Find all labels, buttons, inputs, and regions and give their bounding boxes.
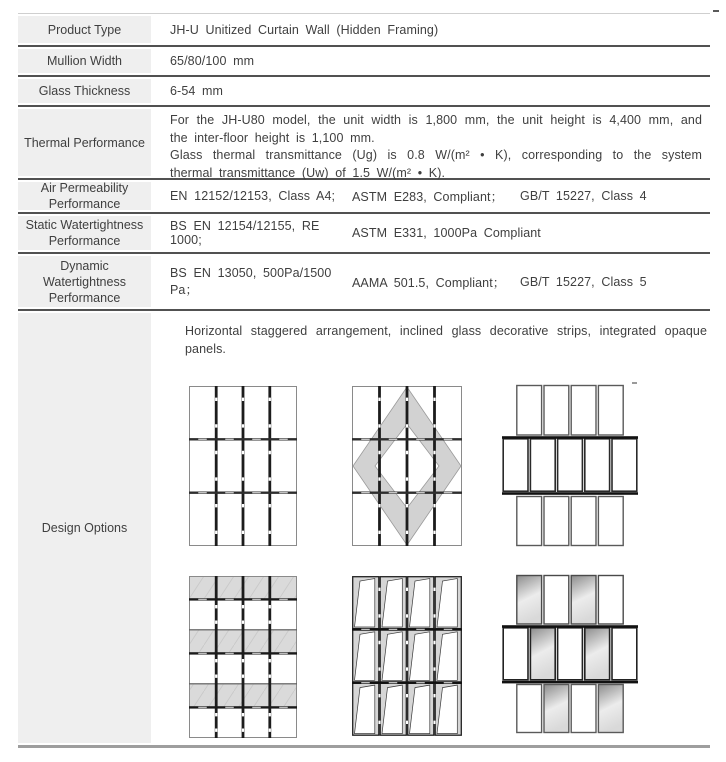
staggered-shaded-panel-pattern-diagram	[502, 574, 638, 734]
design-options-description: Horizontal staggered arrangement, inclined glass decorative strips, integrated opaque panels.	[185, 324, 707, 356]
row-value	[151, 180, 710, 212]
row-product-type	[18, 14, 710, 47]
uniform-grid-pattern-diagram	[189, 386, 297, 546]
standard-result: BS EN 12154/12155, RE 1000;	[170, 219, 320, 247]
inclined-glass-strip-pattern-diagram	[352, 576, 462, 736]
standard-result: ASTM E283, Compliant；	[352, 190, 504, 204]
standard-result: GB/T 15227, Class 4	[520, 189, 647, 203]
standard-result: GB/T 15227, Class 5	[520, 274, 647, 289]
thermal-paragraph: Glass thermal transmittance (Ug) is 0.8 W/(m² • K), corresponding to the system thermal transmittance (Uw) of 1.5 W/(m² • K).	[170, 148, 702, 180]
row-label: Glass Thickness	[18, 79, 151, 103]
row-label: Mullion Width	[18, 49, 151, 73]
opaque-spandrel-band-pattern-diagram	[189, 576, 297, 738]
row-label: Air Permeability Performance	[18, 182, 151, 210]
row-static-watertightness	[18, 214, 710, 254]
row-glass-thickness	[18, 77, 710, 107]
row-value: 6-54 mm	[170, 84, 224, 98]
row-value	[151, 311, 715, 745]
thermal-paragraph: For the JH-U80 model, the unit width is 1,800 mm, the unit height is 4,400 mm, and the inter-floor height is 1,100 mm.	[170, 113, 702, 145]
standard-result: ASTM E331, 1000Pa Compliant	[352, 226, 541, 240]
row-dynamic-watertightness	[18, 254, 710, 311]
standard-result: BS EN 13050, 500Pa/1500 Pa；	[170, 265, 332, 297]
row-air-permeability	[18, 180, 710, 214]
row-mullion-width	[18, 47, 710, 77]
standard-result: AAMA 501.5, Compliant；	[352, 275, 506, 290]
row-label: Dynamic Watertightness Performance	[18, 256, 151, 307]
spec-table	[18, 13, 710, 748]
row-thermal-performance	[18, 107, 710, 180]
stray-mark	[632, 382, 637, 384]
stray-mark	[713, 10, 719, 12]
diamond-accent-pattern-diagram	[352, 386, 462, 546]
row-value	[151, 107, 710, 178]
row-label: Thermal Performance	[18, 109, 151, 176]
row-value	[151, 214, 710, 252]
row-design-options	[18, 311, 710, 748]
row-label: Static Watertightness Performance	[18, 216, 151, 250]
standard-result: EN 12152/12153, Class A4;	[170, 189, 336, 203]
row-label: Product Type	[18, 16, 151, 43]
row-value: 65/80/100 mm	[170, 54, 255, 68]
row-value: JH-U Unitized Curtain Wall (Hidden Framing)	[170, 22, 439, 37]
row-value	[151, 254, 710, 309]
horizontal-staggered-pattern-diagram	[502, 384, 638, 547]
row-label: Design Options	[18, 313, 151, 743]
